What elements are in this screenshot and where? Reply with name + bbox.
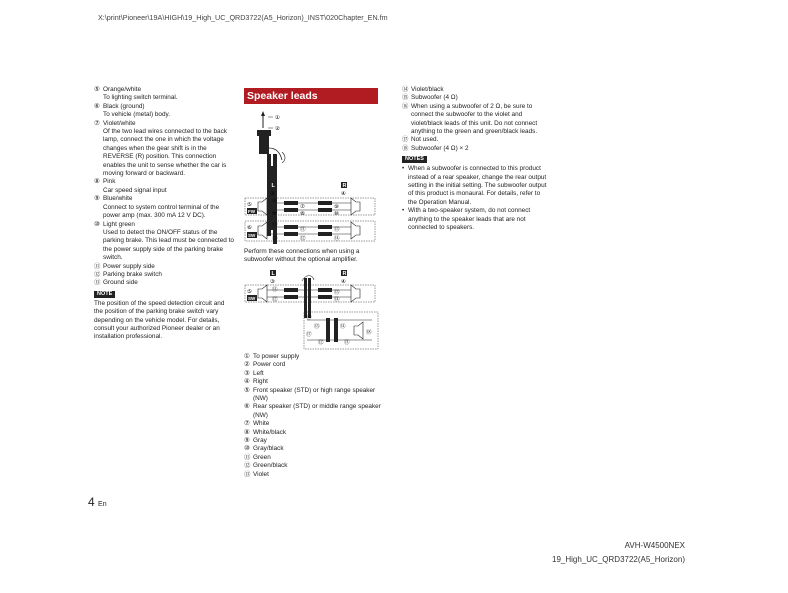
label-left-bottom: L [271, 271, 275, 277]
legend-number: ⑪ [244, 453, 251, 461]
speaker-icon [354, 322, 363, 339]
file-path-header: X:\print\Pioneer\19A\HIGH\19_High_UC_QRD3722(A5_Horizon)_INST\020Chapter_EN.fm [98, 13, 388, 22]
power-cord [257, 111, 285, 244]
wire-item [94, 263, 234, 271]
legend-text: Rear speaker (STD) or middle range speaker (NW) [253, 403, 381, 419]
speaker-icon [258, 198, 267, 215]
bullet-mark: • [402, 165, 405, 173]
label-n11-mid: ⑪ [300, 227, 306, 233]
wire-label: Power supply side [103, 262, 155, 270]
legend-number: ⑩ [244, 445, 250, 453]
right-item-number: ⑭ [402, 86, 409, 93]
wire-number: ⑧ [94, 178, 100, 186]
wire-number: ⑤ [94, 86, 100, 93]
wire-item [94, 195, 234, 220]
speaker-icon [351, 285, 360, 302]
section-title: Speaker leads [244, 88, 378, 104]
legend-text: Left [253, 369, 264, 377]
legend-item [244, 429, 384, 437]
label-n7-mid: ⑦ [300, 204, 305, 210]
legend-text: White [253, 420, 270, 428]
right-item-number: ⑰ [402, 136, 409, 144]
label-n14-sub: ⑭ [334, 297, 340, 303]
speaker-icon [351, 198, 360, 215]
label-n4-top: ④ [341, 191, 346, 197]
label-n17: ⑰ [306, 332, 312, 338]
wire-label: Light green [103, 220, 135, 228]
wire-label: Pink [103, 178, 116, 186]
label-n8-mid: ⑧ [300, 211, 305, 217]
right-item [402, 103, 547, 137]
wire-description: Car speed signal input [103, 186, 167, 194]
legend-item [244, 445, 384, 453]
label-left-top: L [271, 183, 275, 189]
wire-label: Parking brake switch [103, 270, 162, 278]
label-n3-top: ③ [270, 191, 275, 197]
wire-body [103, 279, 138, 287]
legend-text: White/black [253, 428, 287, 436]
speaker-icon [258, 285, 267, 302]
right-item [402, 145, 547, 153]
legend-item [244, 370, 384, 378]
wire-body [103, 103, 170, 120]
legend-item [244, 420, 384, 428]
label-n6-rear: ⑥ [247, 225, 252, 231]
legend-item [244, 437, 384, 445]
right-item [402, 136, 547, 144]
label-n12-sub: ⑫ [272, 297, 278, 303]
wire-body [103, 120, 234, 179]
wire-label: Ground side [103, 279, 138, 287]
legend-number: ② [244, 361, 250, 369]
wire-number: ⑨ [94, 195, 100, 203]
wire-body [103, 263, 155, 271]
label-n10: ⑩ [334, 211, 339, 217]
page-number-value: 4 [88, 495, 95, 509]
label-n4-bottom: ④ [341, 279, 346, 285]
legend-item [244, 471, 384, 479]
page-number [88, 495, 107, 509]
legend-text: Power cord [253, 361, 286, 369]
label-n11-sub: ⑪ [272, 287, 278, 293]
label-sw-bottom: SW [248, 296, 256, 301]
legend-text: Right [253, 378, 268, 386]
legend-text: Violet [253, 470, 269, 478]
wire-item [94, 271, 234, 279]
label-n1: ① [275, 115, 280, 121]
label-n5-front: ⑤ [247, 202, 252, 208]
model-name: AVH-W4500NEX [624, 541, 685, 550]
wire-body [103, 178, 167, 195]
wire-item [94, 120, 234, 179]
label-n16: ⑯ [306, 315, 312, 321]
right-item-text: Violet/black [411, 86, 444, 93]
diagram-caption: Perform these connections when using a subwoofer without the optional amplifier. [244, 248, 360, 264]
wire-label: Violet/white [103, 119, 136, 127]
left-column [94, 86, 234, 342]
legend-text: Green/black [253, 462, 288, 470]
right-item [402, 94, 547, 102]
legend-item [244, 361, 384, 369]
legend-number: ① [244, 353, 250, 360]
front-speaker-row [245, 198, 375, 215]
legend-item [244, 387, 384, 404]
legend-item [244, 353, 384, 361]
legend-number: ⑫ [244, 462, 251, 470]
legend-text: Front speaker (STD) or high range speaker (NW) [253, 386, 376, 403]
diagram-legend [244, 353, 384, 479]
label-n13: ⑬ [334, 227, 340, 233]
label-n18: ⑱ [366, 330, 372, 336]
legend-number: ⑧ [244, 428, 250, 436]
label-n7: ⑦ [272, 198, 277, 204]
wire-number: ⑫ [94, 270, 101, 278]
label-n9: ⑨ [334, 204, 339, 210]
rear-speaker-row [245, 221, 375, 241]
right-item-number: ⑱ [402, 144, 409, 152]
wire-label: Black (ground) [103, 102, 145, 110]
label-n12: ⑫ [272, 236, 278, 242]
wire-body [103, 271, 162, 279]
doc-id: 19_High_UC_QRD3722(A5_Horizon) [552, 555, 685, 564]
wire-number: ⑦ [94, 119, 100, 127]
wire-label: Orange/white [103, 86, 142, 93]
speaker-icon [258, 222, 267, 239]
page-language: En [98, 501, 107, 508]
legend-number: ④ [244, 378, 250, 386]
note-text: The position of the speed detection circuit and the position of the parking brake switch vary depending on the vehicle model. For details, consult your authorized Pioneer dealer or an installation professional. [94, 299, 225, 341]
legend-text: To power supply [253, 353, 300, 360]
wire-item [94, 103, 234, 120]
notes-tag: NOTES [402, 156, 427, 163]
note-item [402, 165, 547, 207]
legend-item [244, 378, 384, 386]
legend-number: ⑥ [244, 403, 250, 411]
wire-label: Blue/white [103, 195, 133, 203]
right-item-text: Subwoofer (4 Ω) × 2 [411, 144, 469, 152]
speaker-leads-diagram [242, 108, 387, 353]
wire-description: Connect to system control terminal of the power amp (max. 300 mA 12 V DC). [103, 203, 220, 220]
note-item [402, 207, 547, 232]
right-item [402, 86, 547, 94]
label-fw: FW [248, 209, 255, 214]
wire-list [94, 86, 234, 288]
right-wire-list [402, 86, 547, 153]
right-item-number: ⑮ [402, 94, 409, 102]
wire-body [103, 86, 178, 103]
legend-number: ⑦ [244, 420, 250, 428]
right-item-text: Subwoofer (4 Ω) [411, 94, 458, 102]
right-item-text: When using a subwoofer of 2 Ω, be sure to connect the subwoofer to the violet and violet/black leads of this unit. Do not connect anything to the green and green/black leads. [411, 102, 538, 136]
wire-description: To vehicle (metal) body. [103, 111, 171, 119]
wire-number: ⑩ [94, 220, 100, 228]
legend-text: Green [253, 453, 271, 461]
label-n5-sub: ⑤ [247, 289, 252, 295]
label-sw: SW [248, 233, 256, 238]
label-n14-inset: ⑭ [340, 324, 346, 330]
wire-description: Of the two lead wires connected to the back lamp, connect the one in which the voltage changes when the gear shift is in the REVERSE (R) position. This connection enables the unit to sense whether the car is moving forward or backward. [103, 128, 227, 178]
right-item-text: Not used. [411, 136, 439, 144]
legend-item [244, 462, 384, 470]
legend-text: Gray [253, 437, 267, 445]
speaker-icon [351, 222, 360, 239]
label-n12-mid: ⑫ [300, 236, 306, 242]
label-n14: ⑭ [334, 236, 340, 242]
bullet-mark: • [402, 207, 405, 215]
legend-item [244, 454, 384, 462]
wire-item [94, 221, 234, 263]
legend-number: ⑤ [244, 386, 250, 394]
wire-description: Used to detect the ON/OFF status of the parking brake. This lead must be connected to the power supply side of the parking brake switch. [103, 228, 234, 262]
wire-body [103, 195, 234, 220]
label-n11-inset: ⑪ [344, 340, 350, 346]
wire-description: To lighting switch terminal. [103, 94, 178, 102]
notes-list [402, 165, 547, 232]
wire-item [94, 279, 234, 287]
right-item-number: ⑯ [402, 102, 409, 110]
note-text: With a two-speaker system, do not connect anything to the speaker leads that are not connected to speakers. [408, 207, 531, 232]
legend-number: ⑬ [244, 470, 251, 478]
label-right-top: R [342, 183, 347, 189]
label-n13-sub: ⑬ [334, 290, 340, 296]
note-text: When a subwoofer is connected to this product instead of a rear speaker, change the rear output setting in the initial setting. The subwoofer output of this product is monaural. For details, refer to the Operation Manual. [408, 165, 547, 206]
right-column [402, 86, 547, 233]
legend-text: Gray/black [253, 445, 284, 453]
wire-item [94, 178, 234, 195]
label-n8: ⑧ [272, 211, 277, 217]
label-right-bottom: R [342, 271, 347, 277]
legend-number: ③ [244, 369, 250, 377]
note-tag: NOTE [94, 291, 115, 298]
label-n3-bottom: ③ [270, 279, 275, 285]
wire-item [94, 86, 234, 103]
label-n11: ⑪ [272, 222, 278, 228]
wire-number: ⑥ [94, 102, 100, 110]
label-n13-inset: ⑬ [314, 324, 320, 330]
subwoofer-row [245, 276, 375, 318]
wire-number: ⑬ [94, 279, 101, 287]
legend-item [244, 403, 384, 420]
wire-number: ⑪ [94, 262, 101, 270]
label-n2: ② [275, 126, 280, 132]
legend-number: ⑨ [244, 437, 250, 445]
wire-body [103, 221, 234, 263]
label-n12-inset: ⑫ [318, 340, 324, 346]
